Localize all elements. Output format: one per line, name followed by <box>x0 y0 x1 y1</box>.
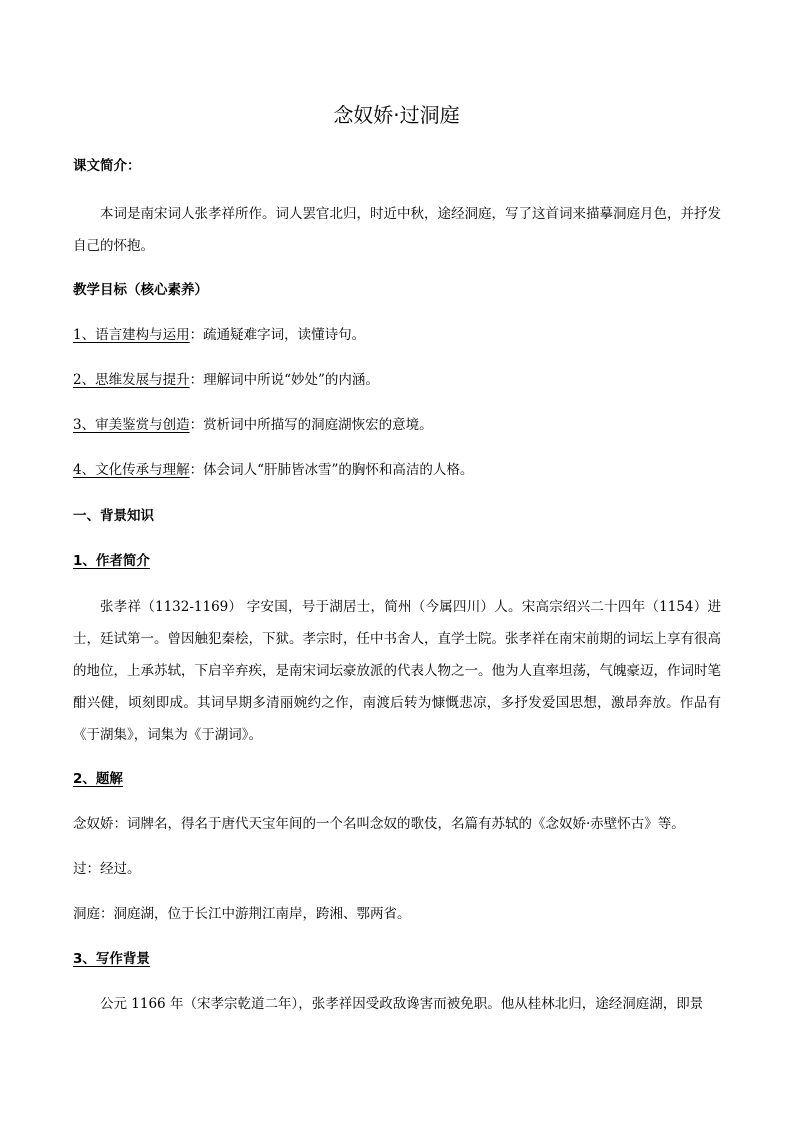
author-heading-text: 1、作者简介 <box>73 553 150 569</box>
title-explain-line-3: 洞庭：洞庭湖，位于长江中游荆江南岸，跨湘、鄂两省。 <box>73 906 411 922</box>
goal-text: ：体会词人“肝肺皆冰雪”的胸怀和高洁的人格。 <box>189 462 474 478</box>
author-paragraph: 张孝祥（1132-1169） 字安国，号于湖居士，简州（今属四川）人。宋高宗绍兴二十四年（1154）进士，廷试第一。曾因触犯秦桧，下狱。孝宗时，任中书舍人，直学士院。张孝祥在南宋前期的词坛上享有很高的地位，上承苏轼，下启辛弃疾，是南宋词坛豪放派的代表人物之一。他为人直率坦荡，气魄豪迈，作词时笔酣兴健，顷刻即成。其词早期多清丽婉约之作，南渡后转为慷慨悲凉，多抒发爱国思想，激昂奔放。作品有《于湖集》，词集为《于湖词》。 <box>73 599 721 743</box>
goal-label: 2、思维发展与提升 <box>73 372 190 388</box>
goal-label: 3、审美鉴赏与创造 <box>73 417 190 433</box>
author-heading <box>73 545 721 577</box>
intro-heading: 课文简介： <box>73 158 141 174</box>
title-explain-heading <box>73 763 721 795</box>
title-explain-line-2: 过：经过。 <box>73 861 141 877</box>
document-title: 念奴娇·过洞庭 <box>333 103 460 127</box>
goal-item-3 <box>73 409 721 441</box>
goal-label: 1、语言建构与运用 <box>73 327 190 343</box>
goal-label: 4、文化传承与理解 <box>73 462 190 478</box>
writing-paragraph: 公元 1166 年（宋孝宗乾道二年），张孝祥因受政敌谗害而被免职。他从桂林北归，途经洞庭湖，即景 <box>100 996 704 1012</box>
goal-item-1 <box>73 319 721 351</box>
goal-text: ：疏通疑难字词，读懂诗句。 <box>189 327 366 343</box>
title-explain-heading-text: 2、题解 <box>73 771 123 787</box>
writing-heading-text: 3、写作背景 <box>73 951 150 967</box>
writing-heading <box>73 943 721 975</box>
goal-item-2 <box>73 364 721 396</box>
goal-item-4 <box>73 454 721 486</box>
goal-text: ：理解词中所说“妙处”的内涵。 <box>189 372 379 388</box>
background-heading: 一、背景知识 <box>73 508 154 524</box>
goals-heading: 教学目标（核心素养） <box>73 282 208 298</box>
title-explain-line-1: 念奴娇：词牌名，得名于唐代天宝年间的一个名叫念奴的歌伎，名篇有苏轼的《念奴娇·赤壁怀古》等。 <box>73 816 685 832</box>
goal-text: ：赏析词中所描写的洞庭湖恢宏的意境。 <box>189 417 433 433</box>
intro-paragraph: 本词是南宋词人张孝祥所作。词人罢官北归，时近中秋，途经洞庭，写了这首词来描摹洞庭月色，并抒发自己的怀抱。 <box>73 206 721 254</box>
